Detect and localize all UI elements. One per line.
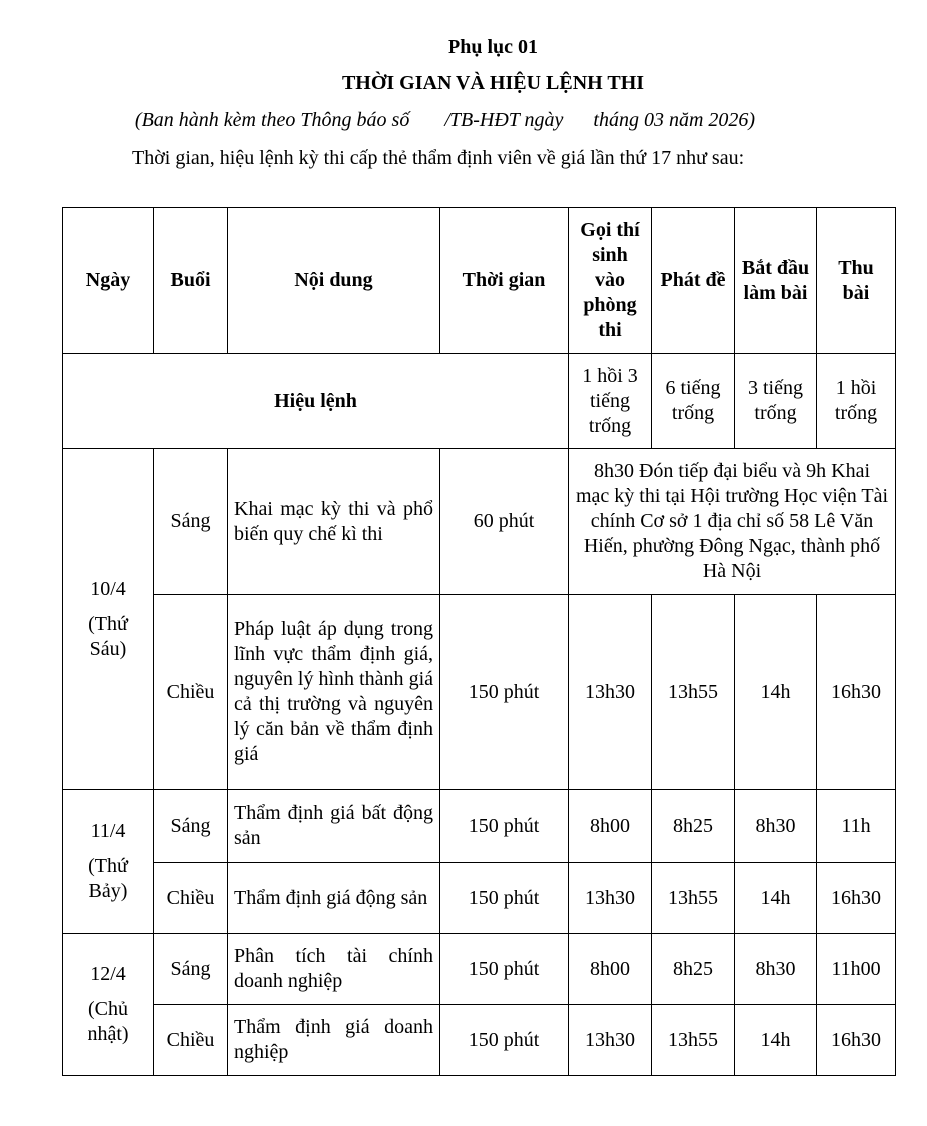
content-cell: Pháp luật áp dụng trong lĩnh vực thẩm định giá, nguyên lý hình thành giá cả thị trường và nguyên lý căn bản về thẩm định giá [228,595,440,790]
session-cell: Chiều [154,595,228,790]
duration-cell: 150 phút [440,1005,569,1076]
header-start: Bắt đầu làm bài [735,208,817,354]
duration-cell: 150 phút [440,790,569,863]
day-date: 12/4 [90,963,126,985]
signal-collect: 1 hồi trống [817,354,896,449]
intro-paragraph: Thời gian, hiệu lệnh kỳ thi cấp thẻ thẩm định viên về giá lần thứ 17 như sau: [132,147,745,169]
collect-time-cell: 16h30 [817,1005,896,1076]
call-in-time-cell: 8h00 [569,790,652,863]
header-time: Thời gian [440,208,569,354]
call-in-time-cell: 8h00 [569,934,652,1005]
call-in-time-cell: 13h30 [569,863,652,934]
signal-start: 3 tiếng trống [735,354,817,449]
signal-call-in: 1 hồi 3 tiếng trống [569,354,652,449]
signal-row [63,354,896,449]
hand-out-time-cell: 8h25 [652,934,735,1005]
header-call-in: Gọi thí sinh vào phòng thi [569,208,652,354]
start-time-cell: 8h30 [735,934,817,1005]
document-title: THỜI GIAN VÀ HIỆU LỆNH THI [341,72,645,94]
duration-cell: 150 phút [440,934,569,1005]
table-row [63,449,896,595]
session-cell: Sáng [154,449,228,595]
start-time-cell: 14h [735,1005,817,1076]
day-cell [63,790,154,934]
exam-schedule-table [62,207,896,1076]
duration-cell: 60 phút [440,449,569,595]
content-cell: Phân tích tài chính doanh nghiệp [228,934,440,1005]
signal-hand-out: 6 tiếng trống [652,354,735,449]
table-row [63,863,896,934]
collect-time-cell: 16h30 [817,595,896,790]
day-weekday: (Thứ Bảy) [88,855,128,902]
call-in-time-cell: 13h30 [569,595,652,790]
content-cell: Thẩm định giá bất động sản [228,790,440,863]
day-date: 11/4 [90,820,126,842]
table-row [63,595,896,790]
day-cell [63,449,154,790]
collect-time-cell: 11h00 [817,934,896,1005]
table-row [63,1005,896,1076]
document-subtitle: (Ban hành kèm theo Thông báo số /TB-HĐT ngày tháng 03 năm 2026) [134,109,756,131]
call-in-time-cell: 13h30 [569,1005,652,1076]
start-time-cell: 14h [735,595,817,790]
header-day: Ngày [63,208,154,354]
day-weekday: (Chủ nhật) [87,998,129,1045]
hand-out-time-cell: 13h55 [652,863,735,934]
session-cell: Sáng [154,790,228,863]
signal-label: Hiệu lệnh [63,354,569,449]
header-hand-out: Phát đề [652,208,735,354]
day-cell [63,934,154,1076]
header-collect: Thu bài [817,208,896,354]
hand-out-time-cell: 13h55 [652,1005,735,1076]
content-cell: Khai mạc kỳ thi và phổ biến quy chế kì thi [228,449,440,595]
hand-out-time-cell: 13h55 [652,595,735,790]
session-cell: Sáng [154,934,228,1005]
collect-time-cell: 16h30 [817,863,896,934]
header-content: Nội dung [228,208,440,354]
session-cell: Chiều [154,1005,228,1076]
header-row [63,208,896,354]
start-time-cell: 14h [735,863,817,934]
start-time-cell: 8h30 [735,790,817,863]
hand-out-time-cell: 8h25 [652,790,735,863]
appendix-label: Phụ lục 01 [447,36,539,58]
opening-note-cell: 8h30 Đón tiếp đại biểu và 9h Khai mạc kỳ thi tại Hội trường Học viện Tài chính Cơ sở 1 địa chỉ số 58 Lê Văn Hiến, phường Đông Ngạc, thành phố Hà Nội [569,449,896,595]
day-date: 10/4 [90,577,126,600]
content-cell: Thẩm định giá doanh nghiệp [228,1005,440,1076]
collect-time-cell: 11h [817,790,896,863]
duration-cell: 150 phút [440,595,569,790]
table-row [63,934,896,1005]
table-row [63,790,896,863]
session-cell: Chiều [154,863,228,934]
header-session: Buổi [154,208,228,354]
day-weekday: (Thứ Sáu) [88,612,128,660]
content-cell: Thẩm định giá động sản [228,863,440,934]
duration-cell: 150 phút [440,863,569,934]
